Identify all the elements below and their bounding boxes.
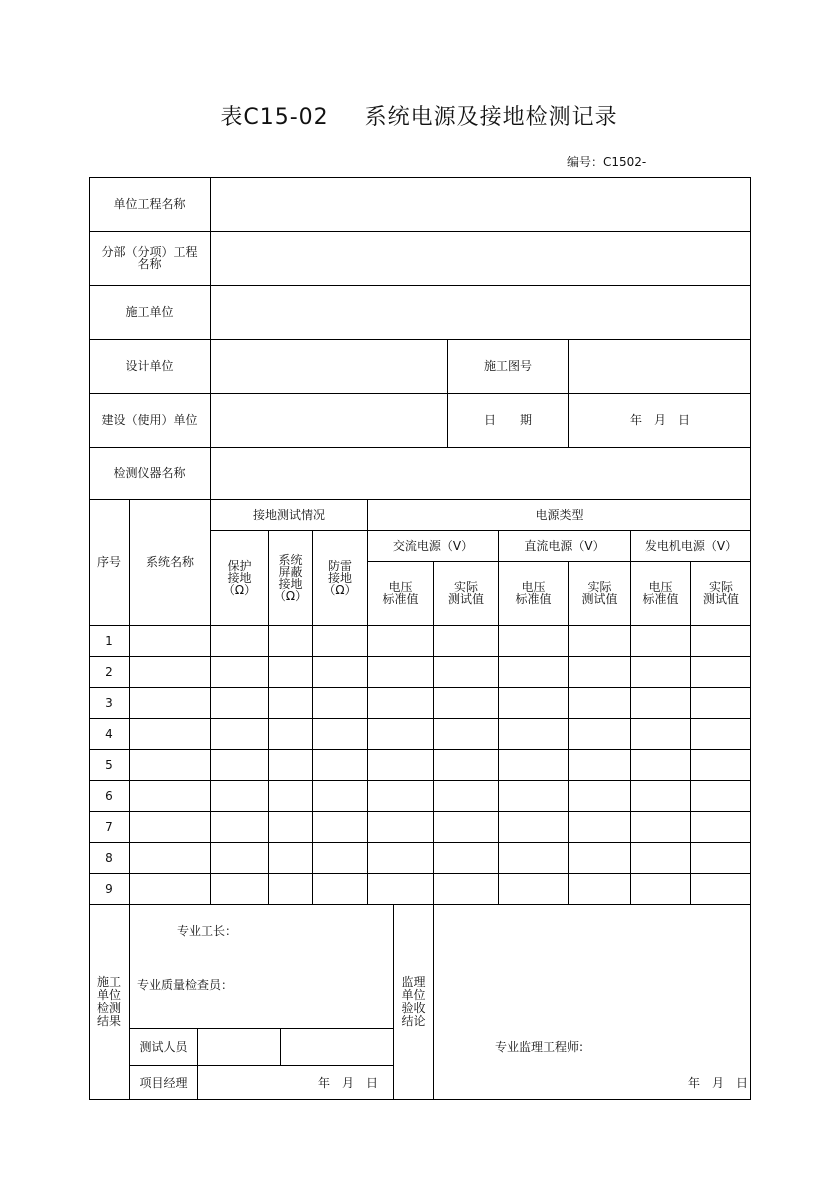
tester-label: 测试人员: [139, 1039, 188, 1054]
label-line: 电压: [388, 580, 413, 594]
page-title: [0, 100, 838, 131]
header-dc: 直流电源（V）: [524, 538, 605, 553]
label-line: 标准值: [382, 592, 419, 606]
table-row-seq: 5: [105, 757, 113, 772]
label-line: （Ω）: [323, 582, 357, 597]
label-line: 施工: [96, 975, 121, 989]
label-line: （Ω）: [273, 588, 308, 603]
header-ac-actual: [434, 561, 498, 625]
engineer-date: 年 月 日: [687, 1075, 748, 1090]
label-line: 标准值: [515, 592, 552, 606]
divider: [89, 625, 751, 626]
header-gen-std: [631, 561, 690, 625]
label-line: 实际: [453, 580, 478, 594]
divider: [89, 656, 751, 657]
label-line: 单位: [401, 988, 426, 1002]
instrument-field[interactable]: [211, 447, 751, 499]
unit-project-field[interactable]: [211, 177, 751, 231]
label-design-unit: 设计单位: [125, 359, 174, 373]
label-drawing-no: 施工图号: [483, 359, 532, 373]
supervisor-result-label: [394, 904, 433, 1100]
header-gen: 发电机电源（V）: [644, 538, 738, 553]
divider: [89, 687, 751, 688]
label-line: 实际: [587, 580, 612, 594]
pm-date: 年 月 日: [317, 1075, 378, 1090]
label-line: （Ω）: [222, 582, 257, 597]
serial-number: 编号：C1502-: [567, 155, 647, 169]
label-line: 标准值: [642, 592, 679, 606]
label-date: 日 期: [483, 413, 532, 427]
label-construction-unit: 施工单位: [125, 305, 174, 319]
design-unit-field[interactable]: [211, 339, 447, 393]
tester-field-2[interactable]: [281, 1028, 393, 1065]
table-row-seq: 4: [105, 726, 113, 741]
divider: [89, 718, 751, 719]
header-ac-std: [368, 561, 433, 625]
divider: [89, 749, 751, 750]
label-line: 分部（分项）工程: [101, 245, 198, 259]
label-line: 测试值: [581, 592, 618, 606]
table-row-seq: 7: [105, 819, 113, 834]
form-name: 系统电源及接地检测记录: [364, 105, 618, 130]
label-unit-project: 单位工程名称: [113, 197, 186, 211]
label-line: 监理: [401, 975, 426, 989]
header-dc-std: [499, 561, 568, 625]
header-seq: 序号: [96, 555, 121, 569]
header-protect-ground: [211, 530, 268, 625]
label-sub-project: [89, 231, 210, 285]
label-line: 系统: [278, 552, 303, 567]
label-line: 接地: [327, 570, 352, 585]
header-ac: 交流电源（V）: [392, 538, 474, 553]
table-row-seq: 1: [105, 633, 113, 648]
header-power-group: 电源类型: [535, 507, 584, 522]
table-row-seq: 3: [105, 695, 113, 710]
label-line: 接地: [278, 576, 303, 591]
label-line: 结论: [401, 1014, 426, 1028]
drawing-no-field[interactable]: [569, 339, 751, 393]
tester-field-1[interactable]: [198, 1028, 280, 1065]
header-lightning-ground: [313, 530, 367, 625]
label-line: 实际: [708, 580, 733, 594]
qc-label: 专业质量检查员：: [137, 978, 234, 992]
table-row-seq: 2: [105, 664, 113, 679]
owner-unit-field[interactable]: [211, 393, 447, 447]
table-row-seq: 6: [105, 788, 113, 803]
label-line: 防雷: [327, 558, 352, 573]
divider: [89, 780, 751, 781]
pm-label: 项目经理: [139, 1075, 188, 1090]
label-instrument: 检测仪器名称: [113, 466, 186, 480]
record-table: [89, 177, 751, 1100]
label-line: 验收: [401, 1001, 426, 1015]
divider: [89, 842, 751, 843]
label-line: 检测: [96, 1001, 121, 1015]
contractor-result-label: [89, 904, 129, 1100]
header-gen-actual: [691, 561, 751, 625]
engineer-label: 专业监理工程师:: [495, 1040, 584, 1054]
label-line: 名称: [137, 257, 162, 271]
label-line: 保护: [227, 558, 252, 573]
label-line: 单位: [96, 988, 121, 1002]
foreman-label: 专业工长：: [177, 924, 238, 938]
label-line: 电压: [648, 580, 673, 594]
construction-unit-field[interactable]: [211, 285, 751, 339]
header-dc-actual: [569, 561, 630, 625]
divider: [89, 873, 751, 874]
label-line: 结果: [96, 1014, 121, 1028]
label-line: 接地: [227, 570, 252, 585]
label-owner-unit: 建设（使用）单位: [101, 413, 198, 427]
divider: [89, 811, 751, 812]
sub-project-field[interactable]: [211, 231, 751, 285]
header-shield-ground: [269, 530, 312, 625]
label-line: 屏蔽: [278, 564, 303, 579]
header-grounding-group: 接地测试情况: [252, 507, 325, 522]
date-field[interactable]: 年 月 日: [629, 413, 690, 427]
label-line: 测试值: [702, 592, 739, 606]
label-line: 电压: [521, 580, 546, 594]
table-row-seq: 9: [105, 881, 113, 896]
header-system-name: 系统名称: [145, 555, 194, 569]
table-row-seq: 8: [105, 850, 113, 865]
label-line: 测试值: [447, 592, 484, 606]
form-code: 表C15-02: [220, 105, 329, 130]
